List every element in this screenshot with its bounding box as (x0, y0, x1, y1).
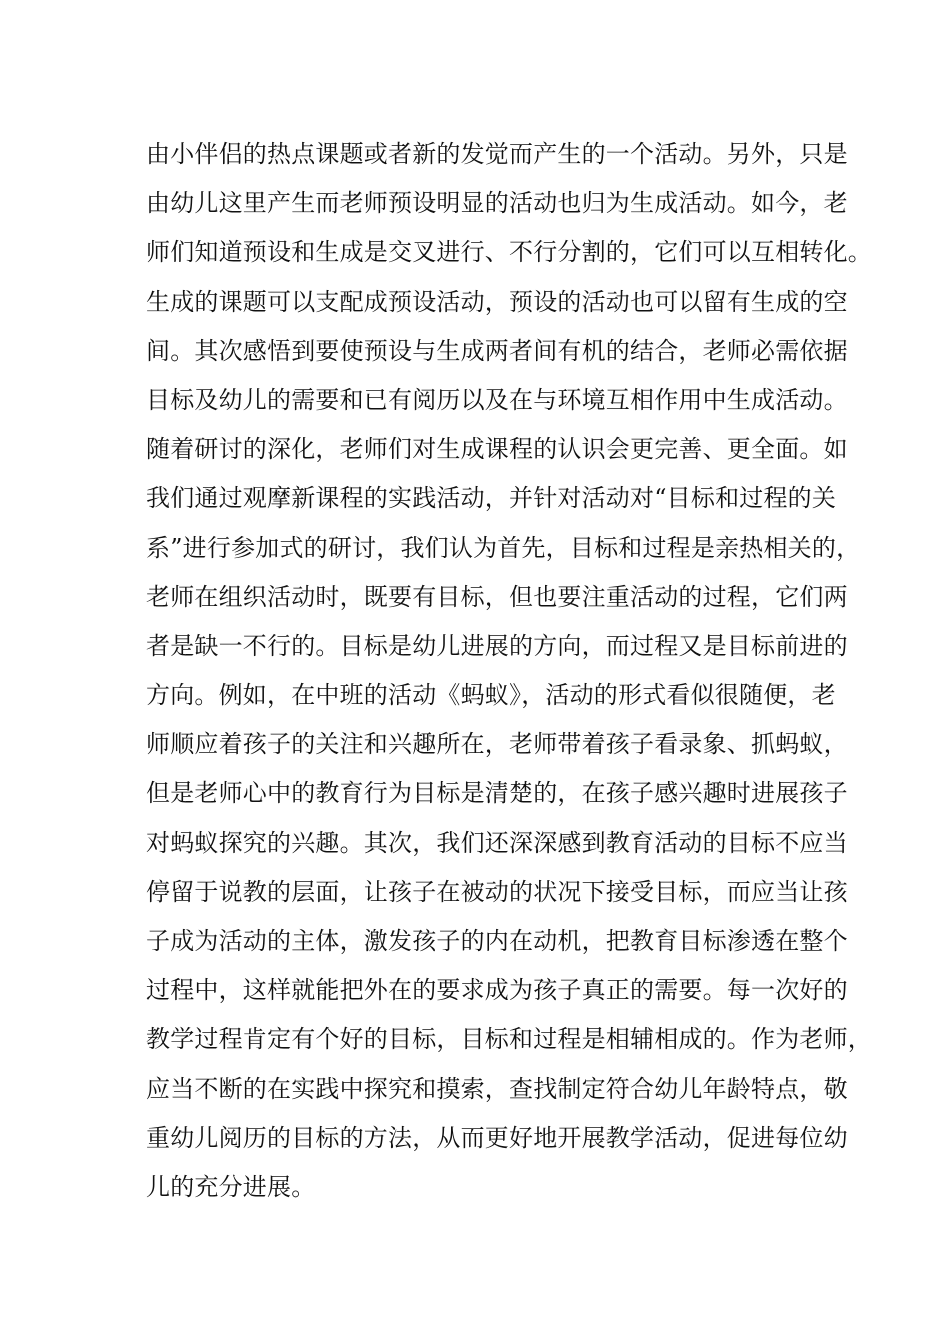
text-line: 停留于说教的层面，让孩子在被动的状况下接受目标，而应当让孩 (146, 877, 848, 906)
text-line: 师顺应着孩子的关注和兴趣所在，老师带着孩子看录象、抓蚂蚁， (146, 730, 848, 759)
text-line: 儿的充分进展。 (146, 1172, 316, 1201)
text-line: 我们通过观摩新课程的实践活动，并针对活动对“目标和过程的关 (146, 484, 837, 513)
text-line: 师们知道预设和生成是交叉进行、不行分割的，它们可以互相转化。 (146, 238, 872, 267)
text-line: 应当不断的在实践中探究和摸索，查找制定符合幼儿年龄特点，敬 (146, 1074, 848, 1103)
text-line: 教学过程肯定有个好的目标，目标和过程是相辅相成的。作为老师， (146, 1025, 872, 1054)
text-line: 随着研讨的深化，老师们对生成课程的认识会更完善、更全面。如 (146, 435, 848, 464)
text-line: 但是老师心中的教育行为目标是清楚的，在孩子感兴趣时进展孩子 (146, 779, 848, 808)
text-line: 间。其次感悟到要使预设与生成两者间有机的结合，老师必需依据 (146, 336, 848, 365)
text-line: 者是缺一不行的。目标是幼儿进展的方向，而过程又是目标前进的 (146, 631, 848, 660)
text-line: 生成的课题可以支配成预设活动，预设的活动也可以留有生成的空 (146, 287, 848, 316)
text-line: 系”进行参加式的研讨，我们认为首先，目标和过程是亲热相关的， (146, 533, 861, 562)
text-line: 方向。例如，在中班的活动《蚂蚁》，活动的形式看似很随便，老 (146, 681, 836, 710)
text-line: 过程中，这样就能把外在的要求成为孩子真正的需要。每一次好的 (146, 976, 848, 1005)
text-line: 目标及幼儿的需要和已有阅历以及在与环境互相作用中生成活动。 (146, 385, 848, 414)
text-line: 由小伴侣的热点课题或者新的发觉而产生的一个活动。另外，只是 (146, 140, 848, 168)
text-line: 子成为活动的主体，激发孩子的内在动机，把教育目标渗透在整个 (146, 927, 848, 955)
body-text (146, 130, 872, 1212)
text-line: 由幼儿这里产生而老师预设明显的活动也归为生成活动。如今，老 (146, 189, 848, 218)
text-line: 重幼儿阅历的目标的方法，从而更好地开展教学活动，促进每位幼 (146, 1123, 848, 1152)
text-line: 对蚂蚁探究的兴趣。其次，我们还深深感到教育活动的目标不应当 (146, 828, 848, 857)
text-line: 老师在组织活动时，既要有目标，但也要注重活动的过程，它们两 (146, 582, 848, 611)
